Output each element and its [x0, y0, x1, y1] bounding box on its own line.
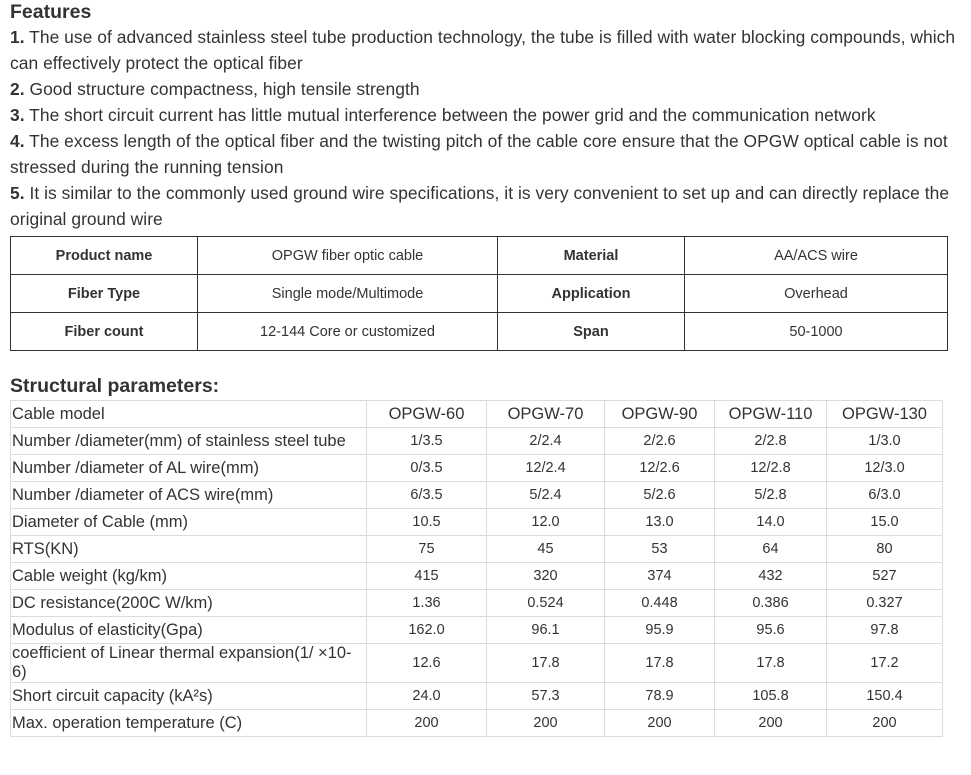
parameter-value: 200	[827, 710, 943, 737]
parameter-value: 5/2.4	[487, 482, 605, 509]
page-content	[10, 0, 960, 737]
model-header: OPGW-110	[715, 401, 827, 428]
parameter-value: 1.36	[367, 590, 487, 617]
parameter-value: 53	[605, 536, 715, 563]
parameter-label: Number /diameter(mm) of stainless steel tube	[11, 428, 367, 455]
parameter-value: 78.9	[605, 683, 715, 710]
parameter-value: 12.6	[367, 644, 487, 683]
parameter-value: 0.448	[605, 590, 715, 617]
parameter-label: Max. operation temperature (C)	[11, 710, 367, 737]
product-value: 50-1000	[685, 313, 948, 351]
parameter-value: 2/2.6	[605, 428, 715, 455]
parameter-value: 200	[487, 710, 605, 737]
parameter-value: 13.0	[605, 509, 715, 536]
feature-item	[10, 180, 960, 232]
parameter-value: 1/3.5	[367, 428, 487, 455]
table-row	[11, 644, 943, 683]
parameter-value: 75	[367, 536, 487, 563]
parameter-value: 12/2.6	[605, 455, 715, 482]
parameter-value: 527	[827, 563, 943, 590]
parameter-value: 17.2	[827, 644, 943, 683]
parameter-value: 162.0	[367, 617, 487, 644]
parameter-value: 432	[715, 563, 827, 590]
parameter-value: 1/3.0	[827, 428, 943, 455]
parameter-value: 0/3.5	[367, 455, 487, 482]
model-header: OPGW-70	[487, 401, 605, 428]
features-list	[10, 24, 960, 232]
product-value: Single mode/Multimode	[198, 275, 498, 313]
feature-text: The use of advanced stainless steel tube production technology, the tube is filled with water blocking compounds, which can effectively protect the optical fiber	[10, 27, 956, 73]
parameter-value: 45	[487, 536, 605, 563]
parameter-value: 2/2.8	[715, 428, 827, 455]
parameter-value: 97.8	[827, 617, 943, 644]
product-label: Fiber count	[11, 313, 198, 351]
model-header: OPGW-130	[827, 401, 943, 428]
feature-item	[10, 102, 960, 128]
product-value: 12-144 Core or customized	[198, 313, 498, 351]
model-header: OPGW-90	[605, 401, 715, 428]
feature-text: The excess length of the optical fiber and the twisting pitch of the cable core ensure that the OPGW optical cable is not stressed during the running tension	[10, 131, 948, 177]
parameter-value: 96.1	[487, 617, 605, 644]
product-value: Overhead	[685, 275, 948, 313]
parameter-value: 17.8	[605, 644, 715, 683]
table-row	[11, 617, 943, 644]
parameter-value: 14.0	[715, 509, 827, 536]
product-row	[11, 275, 948, 313]
parameter-label: Modulus of elasticity(Gpa)	[11, 617, 367, 644]
parameter-value: 415	[367, 563, 487, 590]
parameter-label: coefficient of Linear thermal expansion(1/ ×10-6)	[11, 644, 367, 683]
feature-text: The short circuit current has little mutual interference between the power grid and the communication network	[24, 105, 876, 125]
parameter-value: 0.524	[487, 590, 605, 617]
parameter-label: Cable weight (kg/km)	[11, 563, 367, 590]
structural-heading: Structural parameters:	[10, 375, 220, 397]
table-row	[11, 536, 943, 563]
feature-item	[10, 24, 960, 76]
parameter-value: 95.6	[715, 617, 827, 644]
product-label: Material	[498, 237, 685, 275]
parameter-value: 0.386	[715, 590, 827, 617]
parameter-value: 374	[605, 563, 715, 590]
parameter-label: Number /diameter of ACS wire(mm)	[11, 482, 367, 509]
parameter-value: 105.8	[715, 683, 827, 710]
feature-number: 5.	[10, 183, 25, 203]
parameter-value: 5/2.6	[605, 482, 715, 509]
parameter-value: 17.8	[487, 644, 605, 683]
feature-number: 2.	[10, 79, 25, 99]
product-label: Application	[498, 275, 685, 313]
table-row	[11, 482, 943, 509]
parameter-value: 57.3	[487, 683, 605, 710]
parameter-value: 64	[715, 536, 827, 563]
feature-text: It is similar to the commonly used ground wire specifications, it is very convenient to set up and can directly replace the original ground wire	[10, 183, 950, 229]
table-row	[11, 509, 943, 536]
product-label: Fiber Type	[11, 275, 198, 313]
feature-text: Good structure compactness, high tensile strength	[24, 79, 420, 99]
parameter-value: 12.0	[487, 509, 605, 536]
parameter-value: 5/2.8	[715, 482, 827, 509]
feature-number: 3.	[10, 105, 25, 125]
cable-model-label: Cable model	[11, 401, 367, 428]
parameter-value: 200	[367, 710, 487, 737]
table-row	[11, 590, 943, 617]
parameter-value: 95.9	[605, 617, 715, 644]
parameter-value: 6/3.0	[827, 482, 943, 509]
parameter-value: 12/3.0	[827, 455, 943, 482]
feature-item	[10, 128, 960, 180]
table-row	[11, 455, 943, 482]
parameter-value: 24.0	[367, 683, 487, 710]
feature-number: 4.	[10, 131, 25, 151]
parameter-value: 12/2.8	[715, 455, 827, 482]
parameter-value: 0.327	[827, 590, 943, 617]
parameter-value: 200	[605, 710, 715, 737]
parameter-label: Number /diameter of AL wire(mm)	[11, 455, 367, 482]
product-value: AA/ACS wire	[685, 237, 948, 275]
table-row	[11, 683, 943, 710]
table-row	[11, 563, 943, 590]
parameter-value: 150.4	[827, 683, 943, 710]
feature-number: 1.	[10, 27, 25, 47]
product-row	[11, 237, 948, 275]
table-header-row	[11, 401, 943, 428]
structural-parameters-table	[10, 400, 943, 737]
parameter-value: 15.0	[827, 509, 943, 536]
parameter-label: Short circuit capacity (kA²s)	[11, 683, 367, 710]
parameter-value: 17.8	[715, 644, 827, 683]
product-row	[11, 313, 948, 351]
table-row	[11, 428, 943, 455]
model-header: OPGW-60	[367, 401, 487, 428]
parameter-value: 2/2.4	[487, 428, 605, 455]
product-label: Product name	[11, 237, 198, 275]
feature-item	[10, 76, 960, 102]
parameter-value: 200	[715, 710, 827, 737]
parameter-value: 10.5	[367, 509, 487, 536]
product-value: OPGW fiber optic cable	[198, 237, 498, 275]
parameter-value: 12/2.4	[487, 455, 605, 482]
table-row	[11, 710, 943, 737]
product-info-table	[10, 236, 948, 351]
features-heading: Features	[10, 1, 92, 23]
parameter-value: 80	[827, 536, 943, 563]
parameter-label: DC resistance(200C W/km)	[11, 590, 367, 617]
parameter-value: 6/3.5	[367, 482, 487, 509]
product-label: Span	[498, 313, 685, 351]
parameter-label: Diameter of Cable (mm)	[11, 509, 367, 536]
parameter-label: RTS(KN)	[11, 536, 367, 563]
parameter-value: 320	[487, 563, 605, 590]
